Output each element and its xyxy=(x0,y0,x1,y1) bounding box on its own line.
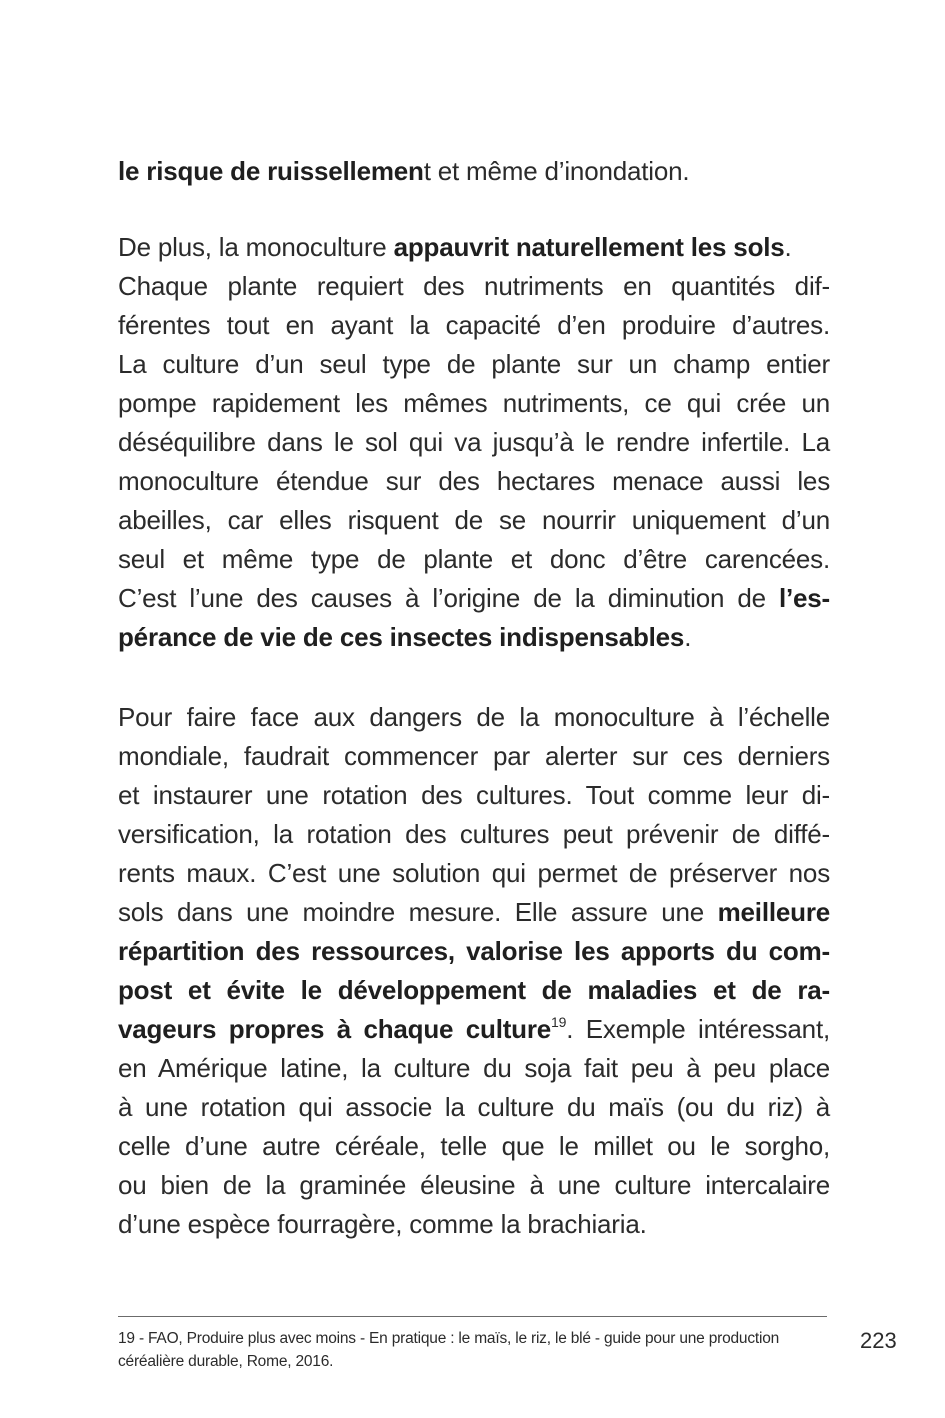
paragraph-3-line-13: ou bien de la graminée éleusine à une culture intercalaire xyxy=(118,1170,830,1200)
paragraph-2-line-1: De plus, la monoculture appauvrit naturellement les sols. xyxy=(118,232,792,262)
paragraph-2-line-9: seul et même type de plante et donc d’être carencées. xyxy=(118,544,830,574)
footnote-line-2: céréalière durable, Rome, 2016. xyxy=(118,1353,334,1370)
paragraph-2-line-7: monoculture étendue sur des hectares menace aussi les xyxy=(118,466,830,496)
paragraph-2-line-10: C’est l’une des causes à l’origine de la diminution de l’es- xyxy=(118,583,830,613)
paragraph-3-line-5: rents maux. C’est une solution qui permet de préserver nos xyxy=(118,858,830,888)
paragraph-3-line-8 xyxy=(118,971,830,1009)
footnote-line-1: 19 - FAO, Produire plus avec moins - En pratique : le maïs, le riz, le blé - guide pour une production xyxy=(118,1330,780,1347)
bold-text: vageurs propres à chaque culture xyxy=(118,1014,552,1044)
paragraph-2-line-6: déséquilibre dans le sol qui va jusqu’à le rendre infertile. La xyxy=(118,427,830,457)
paragraph-3-line-4: versification, la rotation des cultures peut prévenir de diffé- xyxy=(118,819,830,849)
bold-text: pérance de vie de ces insectes indispensables xyxy=(118,622,685,652)
paragraph-3-line-12: celle d’une autre céréale, telle que le millet ou le sorgho, xyxy=(118,1131,830,1161)
paragraph-3-line-11: à une rotation qui associe la culture du maïs (ou du riz) à xyxy=(118,1092,830,1122)
paragraph-3-line-3: et instaurer une rotation des cultures. Tout comme leur di- xyxy=(118,780,830,810)
paragraph-3-line-9: vageurs propres à chaque culture$^{19}$. Exemple intéressant, xyxy=(118,1014,830,1044)
paragraph-2-line-2: Chaque plante requiert des nutriments en quantités dif- xyxy=(118,271,830,301)
paragraph-3-line-14: d’une espèce fourragère, comme la brachiaria. xyxy=(118,1209,647,1239)
footnote-divider xyxy=(118,1316,827,1317)
bold-text: répartition des ressources, valorise les apports du com- xyxy=(118,936,830,966)
paragraph-3-line-2: mondiale, faudrait commencer par alerter sur ces derniers xyxy=(118,741,830,771)
footnote-reference: 19 xyxy=(551,1014,567,1030)
paragraph-3-line-10: en Amérique latine, la culture du soja fait peu à peu place xyxy=(118,1053,830,1083)
paragraph-3-line-6: sols dans une moindre mesure. Elle assure une meilleure xyxy=(118,897,830,927)
bold-text: le risque de ruissellemen xyxy=(118,156,424,186)
bold-text: l’es- xyxy=(778,583,830,613)
paragraph-1-line-1: le risque de ruissellement et même d’inondation. xyxy=(118,156,690,186)
paragraph-2-line-4: La culture d’un seul type de plante sur un champ entier xyxy=(118,349,830,379)
page-number: 223 xyxy=(860,1328,897,1353)
paragraph-3-line-7 xyxy=(118,932,830,970)
bold-text: appauvrit naturellement les sols xyxy=(393,232,785,262)
bold-text: meilleure xyxy=(717,897,830,927)
paragraph-2-line-5: pompe rapidement les mêmes nutriments, ce qui crée un xyxy=(118,388,830,418)
paragraph-2-line-3: férentes tout en ayant la capacité d’en produire d’autres. xyxy=(118,310,830,340)
paragraph-3-line-1: Pour faire face aux dangers de la monoculture à l’échelle xyxy=(118,702,830,732)
bold-text: post et évite le développement de maladies et de ra- xyxy=(118,975,830,1005)
paragraph-2-line-11: pérance de vie de ces insectes indispensables. xyxy=(118,622,692,652)
paragraph-2-line-8: abeilles, car elles risquent de se nourrir uniquement d’un xyxy=(118,505,830,535)
